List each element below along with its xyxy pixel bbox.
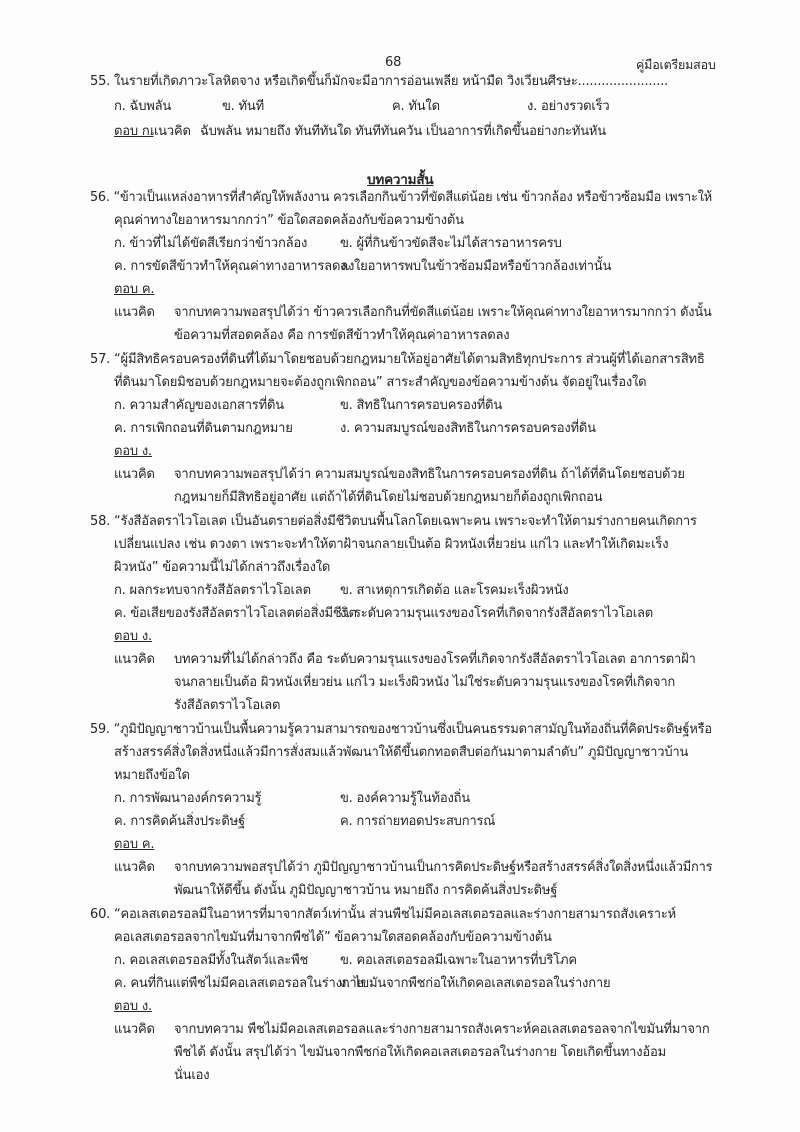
question-text: 57. “ผู้มีสิทธิครอบครองที่ดินที่ได้มาโดยชอบด้วยกฎหมายให้อยู่อาศัยได้ตามสิทธิทุกประการ ส่วนผู้ที่ได้เอกสารสิทธิ (90, 352, 705, 367)
page-number: 68 (385, 55, 402, 70)
question-text: สร้างสรรค์สิ่งใดสิ่งหนึ่งแล้วมีการสั่งสมแล้วพัฒนาให้ดีขึ้นตกทอดสืบต่อกันมาตามลำดับ” ภูมิปัญญาชาวบ้าน (114, 745, 689, 760)
choice-d: ค. การถ่ายทอดประสบการณ์ (340, 814, 496, 829)
concept-label: แนวคิด (150, 124, 191, 139)
choice-a: ก. การพัฒนาองค์กรความรู้ (114, 791, 262, 806)
choice-b: ข. สิทธิในการครอบครองที่ดิน (340, 398, 503, 413)
concept-text: บทความที่ไม่ได้กล่าวถึง คือ ระดับความรุนแรงของโรคที่เกิดจากรังสีอัลตราไวโอเลต อาการตาฝ้า (174, 652, 696, 667)
question-text: 59. “ภูมิปัญญาชาวบ้านเป็นพื้นความรู้ความสามารถของชาวบ้านซึ่งเป็นคนธรรมดาสามัญในท้องถิ่นที่คิดประดิษฐ์หรือ (90, 722, 712, 737)
question-text: 55. ในรายที่เกิดภาวะโลหิตจาง หรือเกิดขึ้นก็มักจะมีอาการอ่อนเพลีย หน้ามืด วิงเวียนศีรษะ....................... (90, 74, 669, 89)
choice-a: ก. คอเลสเตอรอลมีทั้งในสัตว์และพืช (114, 953, 309, 968)
choice-c: ค. ทันใด (392, 99, 440, 114)
concept-text: รังสีอัลตราไวโอเลต (174, 698, 281, 713)
question-text: 58. “รังสีอัลตราไวโอเลต เป็นอันตรายต่อสิ่งมีชีวิตบนพื้นโลกโดยเฉพาะคน เพราะจะทำให้ตามร่างกายคนเกิดการ (90, 514, 697, 529)
question-text: เปลี่ยนแปลง เช่น ดวงตา เพราะจะทำให้ตาฝ้าจนกลายเป็นต้อ ผิวหนังเหี่ยวย่น แก่ไว และทำให้เกิดมะเร็ง (114, 537, 669, 552)
choice-c: ค. การคิดค้นสิ่งประดิษฐ์ (114, 814, 245, 829)
question-text: คุณค่าทางใยอาหารมากกว่า” ข้อใดสอดคล้องกับข้อความข้างต้น (114, 213, 464, 228)
book-title: คู่มือเตรียมสอบ (636, 57, 716, 72)
concept-text: จากบทความ พืชไม่มีคอเลสเตอรอลและร่างกายสามารถสังเคราะห์คอเลสเตอรอลจากไขมันที่มาจาก (174, 1022, 710, 1037)
choice-c: ค. การเพิกถอนที่ดินตามกฎหมาย (114, 421, 293, 436)
concept-text: ข้อความที่สอดคล้อง คือ การขัดสีข้าวทำให้คุณค่าอาหารลดลง (174, 328, 510, 343)
question-text: 56. “ข้าวเป็นแหล่งอาหารที่สำคัญให้พลังงาน ควรเลือกกินข้าวที่ขัดสีแต่น้อย เช่น ข้าวกล้อง หรือข้าวซ้อมมือ เพราะให้ (90, 190, 712, 205)
section-title: บทความสั้น (367, 172, 434, 188)
concept-label: แนวคิด (114, 467, 155, 482)
question-text: ผิวหนัง” ข้อความนี้ไม่ได้กล่าวถึงเรื่องใด (114, 560, 331, 575)
choice-c: ค. คนที่กินแต่พืชไม่มีคอเลสเตอรอลในร่างกาย (114, 976, 364, 991)
choice-c: ค. การขัดสีข้าวทำให้คุณค่าทางอาหารลดลง (114, 259, 355, 274)
concept-label: แนวคิด (114, 1022, 155, 1037)
choice-d: ง. อย่างรวดเร็ว (527, 99, 610, 114)
answer: ตอบ ก. (114, 124, 154, 139)
choice-a: ก. ข้าวที่ไม่ได้ขัดสีเรียกว่าข้าวกล้อง (114, 236, 308, 251)
answer: ตอบ ค. (114, 282, 155, 297)
choice-b: ข. องค์ความรู้ในท้องถิ่น (340, 791, 470, 806)
concept-text: จากบทความพอสรุปได้ว่า ข้าวควรเลือกกินที่ขัดสีแต่น้อย เพราะให้คุณค่าทางใยอาหารมากกว่า ดังนั้น (174, 305, 712, 320)
concept-label: แนวคิด (114, 305, 155, 320)
concept-text: กฎหมายก็มีสิทธิอยู่อาศัย แต่ถ้าได้ที่ดินโดยไม่ชอบด้วยกฎหมายก็ต้องถูกเพิกถอน (174, 490, 603, 505)
concept-label: แนวคิด (114, 860, 155, 875)
concept-text: นั่นเอง (174, 1068, 210, 1083)
question-text: 60. “คอเลสเตอรอลมีในอาหารที่มาจากสัตว์เท่านั้น ส่วนพืชไม่มีคอเลสเตอรอลและร่างกายสามารถสังเคราะห์ (90, 907, 676, 922)
choice-d: ง. ระดับความรุนแรงของโรคที่เกิดจากรังสีอัลตราไวโอเลต (340, 606, 653, 621)
choice-b: ข. ทันที (222, 99, 264, 114)
concept-label: แนวคิด (114, 652, 155, 667)
choice-a: ก. ความสำคัญของเอกสารที่ดิน (114, 398, 284, 413)
answer: ตอบ ค. (114, 837, 155, 852)
concept-text: พืชได้ ดังนั้น สรุปได้ว่า ไขมันจากพืชก่อให้เกิดคอเลสเตอรอลในร่างกาย โดยเกิดขึ้นทางอ้อม (174, 1045, 666, 1060)
answer: ตอบ ง. (114, 629, 152, 644)
choice-d: ง. ใยอาหารพบในข้าวซ้อมมือหรือข้าวกล้องเท่านั้น (340, 259, 612, 274)
choice-d: ง. ความสมบูรณ์ของสิทธิในการครอบครองที่ดิน (340, 421, 596, 436)
question-text: คอเลสเตอรอลจากไขมันที่มาจากพืชได้” ข้อความใดสอดคล้องกับข้อความข้างต้น (114, 930, 552, 945)
choice-b: ข. ผู้ที่กินข้าวขัดสีจะไม่ได้สารอาหารครบ (340, 236, 562, 251)
choice-a: ก. ฉับพลัน (114, 99, 172, 114)
question-text: หมายถึงข้อใด (114, 768, 190, 783)
choice-d: ง. ไขมันจากพืชก่อให้เกิดคอเลสเตอรอลในร่างกาย (340, 976, 611, 991)
concept-text: ฉับพลัน หมายถึง ทันทีทันใด ทันทีทันควัน เป็นอาการที่เกิดขึ้นอย่างกะทันหัน (200, 124, 606, 139)
concept-text: จากบทความพอสรุปได้ว่า ความสมบูรณ์ของสิทธิในการครอบครองที่ดิน ถ้าได้ที่ดินโดยชอบด้วย (174, 467, 685, 482)
question-text: ที่ดินมาโดยมิชอบด้วยกฎหมายจะต้องถูกเพิกถอน” สาระสำคัญของข้อความข้างต้น จัดอยู่ในเรื่องใด (114, 375, 647, 390)
answer: ตอบ ง. (114, 444, 152, 459)
concept-text: จนกลายเป็นต้อ ผิวหนังเหี่ยวย่น แก่ไว มะเร็งผิวหนัง ไม่ใช่ระดับความรุนแรงของโรคที่เกิดจาก (174, 675, 676, 690)
answer: ตอบ ง. (114, 999, 152, 1014)
choice-c: ค. ข้อเสียของรังสีอัลตราไวโอเลตต่อสิ่งมีชีวิต (114, 606, 357, 621)
choice-a: ก. ผลกระทบจากรังสีอัลตราไวโอเลต (114, 583, 311, 598)
choice-b: ข. สาเหตุการเกิดต้อ และโรคมะเร็งผิวหนัง (340, 583, 569, 598)
concept-text: พัฒนาให้ดีขึ้น ดังนั้น ภูมิปัญญาชาวบ้าน หมายถึง การคิดค้นสิ่งประดิษฐ์ (174, 883, 558, 898)
concept-text: จากบทความพอสรุปได้ว่า ภูมิปัญญาชาวบ้านเป็นการคิดประดิษฐ์หรือสร้างสรรค์สิ่งใดสิ่งหนึ่งแล้วมีการ (174, 860, 713, 875)
choice-b: ข. คอเลสเตอรอลมีเฉพาะในอาหารที่บริโภค (340, 953, 577, 968)
